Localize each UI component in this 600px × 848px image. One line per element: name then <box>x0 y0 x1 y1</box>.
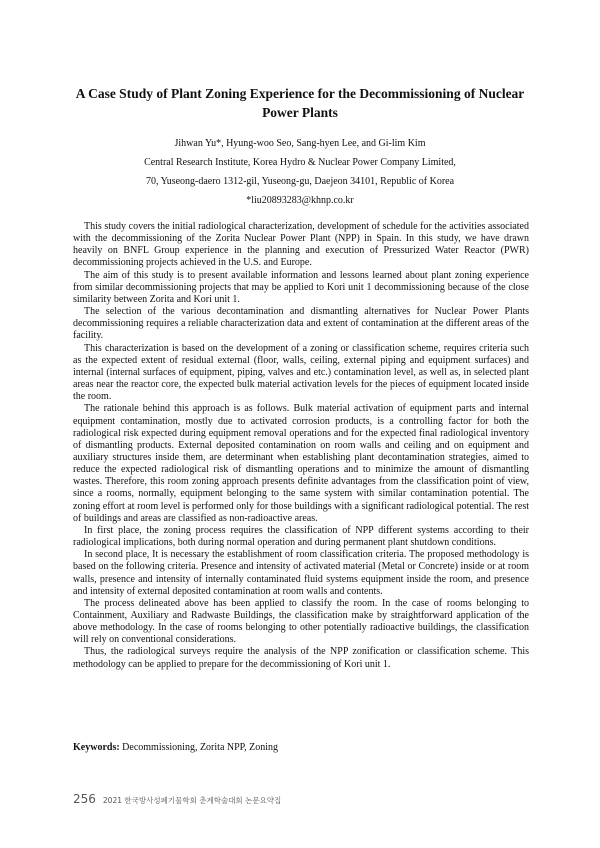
keywords-list: Decommissioning, Zorita NPP, Zoning <box>122 742 279 753</box>
conference-proceedings-name: 2021 한국방사성폐기물학회 춘계학술대회 논문요약집 <box>102 796 282 805</box>
abstract-paragraph-6: In first place, the zoning process requires the classification of NPP different systems according to their radiological implications, both during normal operation and during permanent plant shutdown conditions. <box>73 524 529 549</box>
abstract-body <box>73 221 529 671</box>
abstract-paragraph-1: This study covers the initial radiological characterization, development of schedule for the activities associated with the decommissioning of the Zorita Nuclear Power Plant (NPP) in Spain. In this study, we have drawn heavily on BNFL Group experience in the planning and execution of Pressurized Water Reactor (PWR) decommissioning projects achieved in the U.S. and Europe. <box>73 221 529 269</box>
author-list: Jihwan Yu*, Hyung-woo Seo, Sang-hyen Lee, and Gi-lim Kim <box>174 138 426 149</box>
paper-title: A Case Study of Plant Zoning Experience for the Decommissioning of Nuclear Power Plants <box>75 86 525 120</box>
abstract-paragraph-3: The selection of the various decontamination and dismantling alternatives for Nuclear Power Plants decommissioning requires a reliable characterization data and extent of contamination at the different areas of the facility. <box>73 306 529 342</box>
page-number: 256 <box>73 792 96 806</box>
page-footer <box>73 792 281 806</box>
corresponding-email: *liu20893283@khnp.co.kr <box>246 195 354 206</box>
keywords-label: Keywords: <box>73 742 120 753</box>
affiliation-line-1: Central Research Institute, Korea Hydro & Nuclear Power Company Limited, <box>144 157 456 168</box>
abstract-paragraph-8: The process delineated above has been applied to classify the room. In the case of rooms belonging to Containment, Auxiliary and Radwaste Buildings, the classification make by straightforward application of the above methodology. In the case of rooms belonging to other potentially radioactive buildings, the classification will rely on conventional considerations. <box>73 597 529 646</box>
keywords-line <box>73 741 529 754</box>
abstract-paragraph-4: This characterization is based on the development of a zoning or classification scheme, requires criteria such as the expected extent of residual external (floor, walls, ceiling, external piping and equipment surfaces) and internal (internal surfaces of equipment, piping, valves and etc.) contamination level, as well as, in selected plant areas near the reactor core, the expected bulk material activation levels for the pieces of equipment located inside the room. <box>73 342 529 403</box>
abstract-paragraph-5: The rationale behind this approach is as follows. Bulk material activation of equipment parts and internal equipment contamination, mostly due to activated corrosion products, is a controlling factor for both the radiological risk expected during equipment removal operations and for the expected final radiological inventory of dismantling products. External deposited contamination on room walls and ceiling and on equipment and auxiliary structures inside them, are determinant when establishing plant decontamination strategies, aimed to reduce the expected radiological risk of dismantling operations and to minimize the amount of dismantling wastes. Therefore, this room zoning approach presents definite advantages from the classification point of view, since a rooms, normally, equipment belonging to the same system with similar contamination potential. The zoning effort at room level is performed only for those buildings with a significant radiological potential. The rest of buildings and areas are classified as non-radioactive areas. <box>73 403 529 524</box>
abstract-paragraph-2: The aim of this study is to present available information and lessons learned about plant zoning experience from similar decommissioning projects that may be applied to Kori unit 1 decommissioning because of the close similarity between Zorita and Kori unit 1. <box>73 269 529 305</box>
abstract-paragraph-7: In second place, It is necessary the establishment of room classification criteria. The proposed methodology is based on the following criteria. Presence and intensity of activated material (Metal or Concrete) inside or at room walls, presence and intensity of internally contaminated fluid systems equipment inside the room, and presence and intensity of external deposited contamination at room walls and contents. <box>73 549 529 597</box>
affiliation-line-2: 70, Yuseong-daero 1312-gil, Yuseong-gu, Daejeon 34101, Republic of Korea <box>145 176 455 187</box>
abstract-paragraph-9: Thus, the radiological surveys require the analysis of the NPP zonification or classification scheme. This methodology can be applied to prepare for the decommissioning of Kori unit 1. <box>73 646 529 670</box>
